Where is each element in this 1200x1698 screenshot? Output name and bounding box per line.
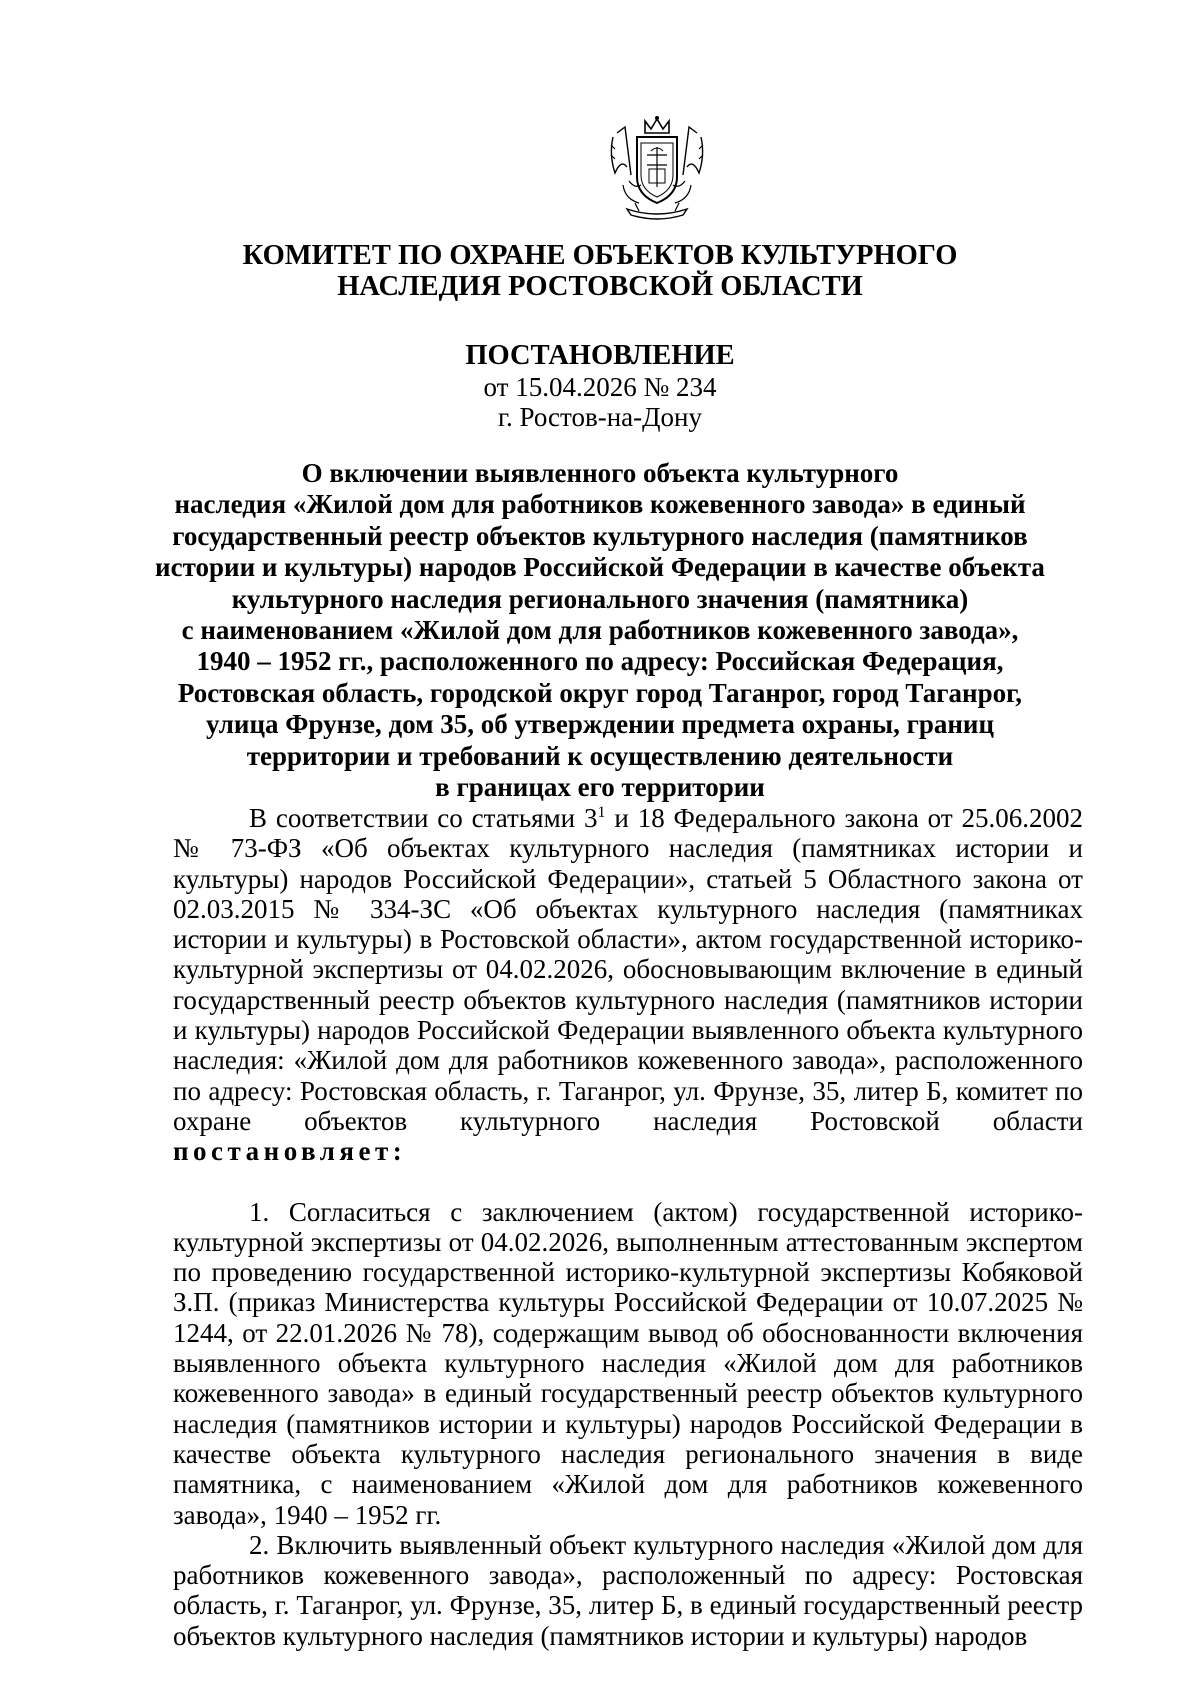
subject-line: территории и требований к осуществлению деятельности	[246, 740, 954, 771]
document-city: г. Ростов-на-Дону	[497, 402, 702, 432]
document-subject	[150, 458, 1050, 803]
paragraph-spacer	[173, 1167, 1083, 1197]
subject-line: в границах его территории	[435, 772, 765, 803]
preamble-text-2: и 18 Федерального закона от 25.06.2002 № 73-ФЗ «Об объектах культурного наследия (памятниках истории и культуры) народов Российской Федерации», статьей 5 Областного закона от 02.03.2015 № 334-ЗС «Об объектах культурного наследия (памятниках истории и культуры) в Ростовской области», актом государственной историко-культурной экспертизы от 04.02.2026, обосновывающим включение в единый государственный реестр объектов культурного наследия (памятников истории и культуры) народов Российской Федерации выявленного объекта культурного наследия: «Жилой дом для работников кожевенного завода», расположенного по адресу: Ростовская область, г. Таганрог, ул. Фрунзе, 35, литер Б, комитет по охране объектов культурного наследия Ростовской области	[173, 803, 1083, 1136]
organization-line-2: НАСЛЕДИЯ РОСТОВСКОЙ ОБЛАСТИ	[337, 271, 863, 302]
document-meta	[100, 372, 1100, 432]
document-type: ПОСТАНОВЛЕНИЕ	[465, 340, 735, 371]
preamble-text-1: В соответствии со статьями 3	[249, 803, 598, 833]
subject-line: О включении выявленного объекта культурного	[301, 458, 899, 488]
subject-line: Ростовская область, городской округ город Таганрог, город Таганрог,	[177, 677, 1023, 708]
item-1-paragraph: 1. Согласиться с заключением (актом) государственной историко-культурной экспертизы от 04.02.2026, выполненным аттестованным экспертом по проведению государственной историко-культурной экспертизы Кобяковой З.П. (приказ Министерства культуры Российской Федерации от 10.07.2025 № 1244, от 22.01.2026 № 78), содержащим вывод об обоснованности включения выявленного объекта культурного наследия «Жилой дом для работников кожевенного завода» в единый государственный реестр объектов культурного наследия (памятников истории и культуры) народов Российской Федерации в качестве объекта культурного наследия регионального значения в виде памятника, с наименованием «Жилой дом для работников кожевенного завода», 1940 – 1952 гг.	[173, 1196, 1083, 1530]
subject-line: истории и культуры) народов Российской Федерации в качестве объекта	[155, 552, 1045, 583]
organization-name	[100, 240, 1100, 302]
document-date-number: от 15.04.2026 № 234	[483, 372, 717, 402]
preamble-superscript: 1	[597, 804, 606, 821]
subject-line: 1940 – 1952 гг., расположенного по адресу: Российская Федерация,	[196, 646, 1004, 677]
subject-line: с наименованием «Жилой дом для работников кожевенного завода»,	[181, 615, 1019, 646]
subject-line: культурного наследия регионального значения (памятника)	[231, 583, 969, 614]
preamble-paragraph	[173, 803, 1083, 1167]
document-body	[173, 803, 1083, 1651]
subject-line: наследия «Жилой дом для работников кожевенного завода» в единый	[174, 489, 1026, 520]
subject-line: государственный реестр объектов культурного наследия (памятников	[172, 520, 1028, 551]
subject-line: улица Фрунзе, дом 35, об утверждении предмета охраны, границ	[205, 709, 995, 740]
resolves-word: постановляет:	[173, 1136, 407, 1167]
coat-of-arms-icon	[605, 115, 709, 223]
organization-line-1: КОМИТЕТ ПО ОХРАНЕ ОБЪЕКТОВ КУЛЬТУРНОГО	[242, 240, 958, 271]
item-2-paragraph: 2. Включить выявленный объект культурного наследия «Жилой дом для работников кожевенного завода», расположенный по адресу: Ростовская область, г. Таганрог, ул. Фрунзе, 35, литер Б, в единый государственный реестр объектов культурного наследия (памятников истории и культуры) народов	[173, 1529, 1083, 1651]
